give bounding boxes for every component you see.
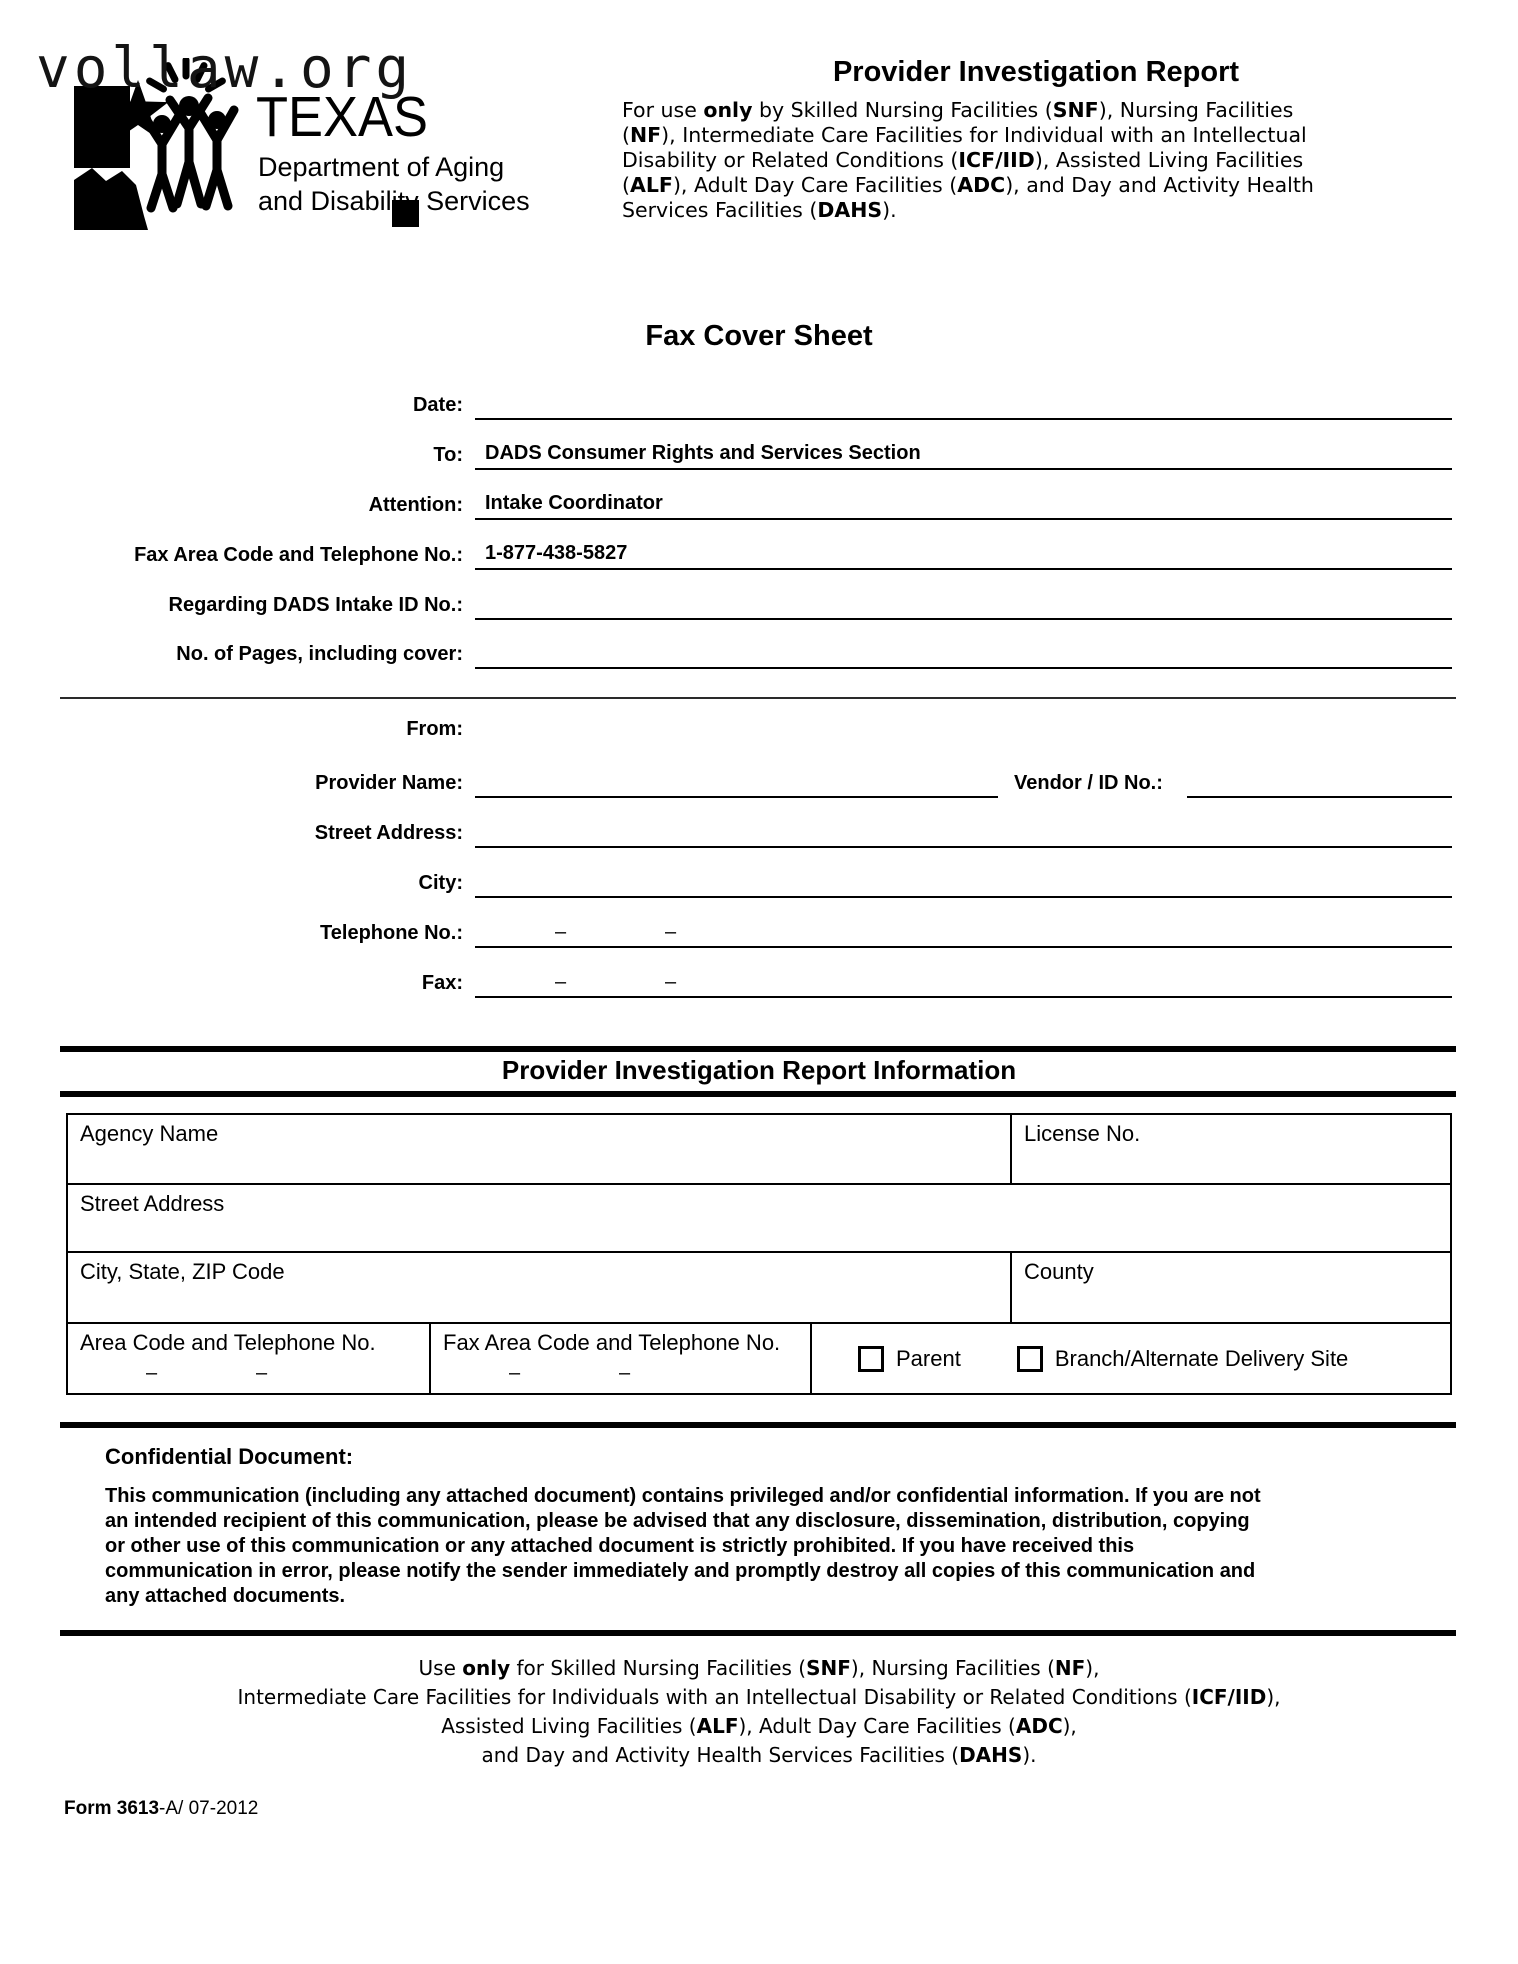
vendor-id-label: Vendor / ID No.: <box>1014 772 1163 794</box>
intake-id-label: Regarding DADS Intake ID No.: <box>168 594 463 616</box>
county-label: County <box>1024 1259 1094 1284</box>
area-code-phone-label: Area Code and Telephone No. <box>80 1330 376 1355</box>
attention-field[interactable]: Intake Coordinator <box>475 484 1452 520</box>
branch-alternate-checkbox[interactable] <box>1017 1346 1043 1372</box>
street-address-cell[interactable] <box>68 1185 1450 1251</box>
site-type-cell <box>810 1324 1450 1393</box>
telephone-label: Telephone No.: <box>320 922 463 944</box>
watermark-text: vollaw.org <box>36 36 414 101</box>
phone-dash: – <box>555 921 567 943</box>
fax-cover-sheet-title: Fax Cover Sheet <box>645 320 873 352</box>
license-no-label: License No. <box>1024 1121 1141 1146</box>
agency-name-label: Agency Name <box>80 1121 219 1146</box>
fax-label: Fax: <box>421 972 463 994</box>
intake-id-field[interactable] <box>475 584 1452 620</box>
logo-dept-line2: and Disability Services <box>258 186 530 216</box>
city-label: City: <box>418 872 463 894</box>
parent-checkbox-label: Parent <box>896 1345 961 1371</box>
city-state-zip-label: City, State, ZIP Code <box>80 1259 285 1284</box>
county-cell[interactable] <box>1010 1253 1450 1322</box>
intake-id-row <box>66 584 1452 620</box>
report-info-section-title: Provider Investigation Report Information <box>501 1055 1017 1085</box>
street-address-row <box>66 812 1452 848</box>
to-field[interactable]: DADS Consumer Rights and Services Section <box>475 434 1452 470</box>
branch-alternate-checkbox-label: Branch/Alternate Delivery Site <box>1054 1345 1349 1371</box>
telephone-field[interactable] <box>475 912 1452 948</box>
from-heading: From: <box>406 718 463 740</box>
fax-number-row <box>66 534 1452 570</box>
provider-name-row <box>66 762 1452 798</box>
intro-paragraph: For use only by Skilled Nursing Facilities (SNF), Nursing Facilities (NF), Intermediate Care Facilities for Individual with an Intellectual Disability or Related Conditions (ICF/IID), Assisted Living Facilities (ALF), Adult Day Care Facilities (ADC), and Day and Activity Health Services Facilities (DAHS). <box>622 98 1314 222</box>
table-row <box>68 1322 1450 1393</box>
form-number-rest: -A/ 07-2012 <box>159 1798 259 1819</box>
attention-row <box>66 484 1452 520</box>
phone-dash: – <box>146 1362 158 1384</box>
area-code-phone-cell[interactable] <box>68 1324 429 1393</box>
confidential-rule-top <box>60 1422 1456 1428</box>
street-address-label: Street Address: <box>314 822 463 844</box>
fax-field[interactable] <box>475 962 1452 998</box>
provider-name-label: Provider Name: <box>315 772 463 794</box>
date-label: Date: <box>412 394 463 416</box>
pages-row <box>66 633 1452 669</box>
section-rule-top <box>60 1046 1456 1052</box>
street-address-field[interactable] <box>475 812 1452 848</box>
table-row <box>68 1183 1450 1251</box>
agency-name-cell[interactable] <box>68 1115 1010 1183</box>
street-address-cell-label: Street Address <box>80 1191 225 1216</box>
phone-dash: – <box>509 1362 521 1384</box>
city-field[interactable] <box>475 862 1452 898</box>
report-info-table <box>66 1113 1452 1395</box>
to-label: To: <box>433 444 463 466</box>
phone-dash: – <box>619 1362 631 1384</box>
date-row <box>66 384 1452 420</box>
logo-dept-line1: Department of Aging <box>258 152 505 182</box>
fax-number-field[interactable]: 1-877-438-5827 <box>475 534 1452 570</box>
pages-field[interactable] <box>475 633 1452 669</box>
logo-brand-text: TEXAS <box>256 85 428 149</box>
fax-number-label: Fax Area Code and Telephone No.: <box>134 544 463 566</box>
section-divider <box>60 697 1456 699</box>
date-field[interactable] <box>475 384 1452 420</box>
confidential-rule-bottom <box>60 1630 1456 1636</box>
parent-checkbox[interactable] <box>858 1346 884 1372</box>
fax-area-code-phone-cell[interactable] <box>429 1324 810 1393</box>
section-rule-bottom <box>60 1091 1456 1097</box>
telephone-row <box>66 912 1452 948</box>
city-row <box>66 862 1452 898</box>
from-heading-row <box>66 708 1452 744</box>
page-title: Provider Investigation Report <box>832 56 1240 88</box>
fax-area-code-phone-label: Fax Area Code and Telephone No. <box>443 1330 781 1355</box>
fax-row <box>66 962 1452 998</box>
table-row <box>68 1115 1450 1183</box>
usage-note: Use only for Skilled Nursing Facilities (SNF), Nursing Facilities (NF), Intermediate Care Facilities for Individuals with an Intellectual Disability or Related Conditions (ICF/IID), Assisted Living Facilities (ALF), Adult Day Care Facilities (ADC), and Day and Activity Health Services Facilities (DAHS). <box>237 1656 1281 1767</box>
form-number <box>64 1798 258 1820</box>
phone-dash: – <box>665 971 677 993</box>
phone-dash: – <box>555 971 567 993</box>
confidential-paragraph: This communication (including any attached document) contains privileged and/or confidential information. If you are not an intended recipient of this communication, please be advised that any disclosure, dissemination, distribution, copying or other use of this communication or any attached document is strictly prohibited. If you have received this communication in error, please notify the sender immediately and promptly destroy all copies of this communication and any attached documents. <box>105 1485 1261 1607</box>
phone-dash: – <box>256 1362 268 1384</box>
attention-label: Attention: <box>368 494 463 516</box>
license-no-cell[interactable] <box>1010 1115 1450 1183</box>
city-state-zip-cell[interactable] <box>68 1253 1010 1322</box>
phone-dash: – <box>665 921 677 943</box>
provider-name-field[interactable] <box>475 762 998 798</box>
pages-label: No. of Pages, including cover: <box>176 643 463 665</box>
vendor-id-field[interactable] <box>1187 762 1452 798</box>
to-row <box>66 434 1452 470</box>
form-number-bold: Form 3613 <box>64 1798 160 1819</box>
table-row <box>68 1251 1450 1322</box>
confidential-heading: Confidential Document: <box>105 1444 354 1469</box>
